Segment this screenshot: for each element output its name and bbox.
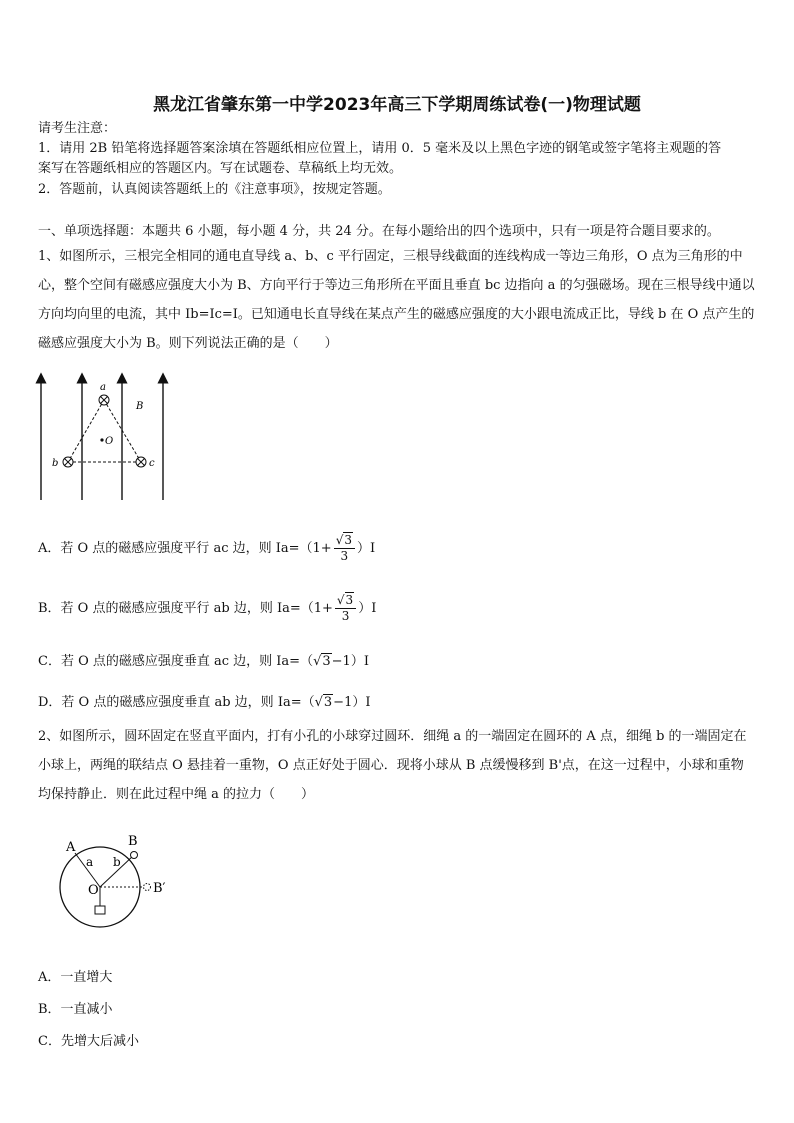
q1-option-b[interactable]: B．若 O 点的磁感应强度平行 ab 边，则 Ia=（1+ $\frac{√3}{3}$ ）I bbox=[38, 593, 377, 623]
label-a: a bbox=[100, 382, 106, 393]
label-c: c bbox=[149, 458, 155, 469]
center-point-o bbox=[100, 438, 103, 441]
notice-item-2: 2．答题前，认真阅读答题纸上的《注意事项》，按规定答题。 bbox=[38, 182, 391, 197]
q2-option-a[interactable]: A．一直增大 bbox=[38, 970, 113, 985]
wire-c-symbol bbox=[136, 457, 146, 467]
q2-option-c[interactable]: C．先增大后减小 bbox=[38, 1034, 139, 1049]
label-a: a bbox=[86, 855, 94, 869]
wire-a-symbol bbox=[99, 395, 109, 405]
q2-option-b[interactable]: B．一直减小 bbox=[38, 1002, 113, 1017]
wire-b-symbol bbox=[63, 457, 73, 467]
fraction: $\frac{√3}{3}$ bbox=[334, 533, 355, 564]
sqrt-value: 3 bbox=[323, 695, 333, 710]
label-A: A bbox=[66, 840, 76, 855]
notice-item-1-line-1: 1．请用 2B 铅笔将选择题答案涂填在答题纸相应位置上，请用 0．5 毫米及以上黑色字迹的钢笔或签字笔将主观题的答 bbox=[38, 141, 722, 156]
ball-b-prime bbox=[144, 884, 151, 891]
notice-item-1-line-2: 案写在答题纸相应的答题区内。写在试题卷、草稿纸上均无效。 bbox=[38, 161, 403, 176]
label-field-b: B bbox=[136, 401, 144, 412]
fraction: $\frac{√3}{3}$ bbox=[335, 593, 356, 624]
weight bbox=[95, 906, 105, 914]
label-O: O bbox=[88, 883, 99, 898]
notice-heading: 请考生注意： bbox=[38, 121, 117, 136]
question-1-text: 1、如图所示，三根完全相同的通电直导线 a、b、c 平行固定，三根导线截面的连线构成一等边三角形，O 点为三角形的中心，整个空间有磁感应强度大小为 B、方向平行于等边三角形所在平面且垂直 bc 边指向 a 的匀强磁场。现在三根导线中通以方向均向里的电流，其中 Ib=Ic=I。已知通电长直导线在某点产生的磁感应强度的大小跟电流成正比，导线 b 在 O 点产生的磁感应强度大小为 B。则下列说法正确的是（ ） bbox=[38, 249, 755, 351]
q1-option-d[interactable]: D．若 O 点的磁感应强度垂直 ab 边，则 Ia=（√3−1）I bbox=[38, 695, 371, 710]
section-heading: 一、单项选择题：本题共 6 小题，每小题 4 分，共 24 分。在每小题给出的四个选项中，只有一项是符合题目要求的。 bbox=[38, 224, 720, 239]
ball-b bbox=[131, 852, 138, 859]
q1-option-c[interactable]: C．若 O 点的磁感应强度垂直 ac 边，则 Ia=（√3−1）I bbox=[38, 654, 369, 669]
sqrt-value: 3 bbox=[322, 654, 331, 669]
q1-option-a[interactable]: A．若 O 点的磁感应强度平行 ac 边，则 Ia=（1+ $\frac{√3}{3}$ ）I bbox=[38, 533, 376, 563]
question-2-text: 2、如图所示，圆环固定在竖直平面内，打有小孔的小球穿过圆环．细绳 a 的一端固定在圆环的 A 点，细绳 b 的一端固定在小球上，两绳的联结点 O 悬挂着一重物，O 点正好处于圆心．现将小球从 B 点缓慢移到 B'点，在这一过程中，小球和重物均保持静止．则在此过程中绳 a 的拉力（ ） bbox=[38, 729, 747, 802]
page-title: 黑龙江省肇东第一中学2023年高三下学期周练试卷(一)物理试题 bbox=[153, 95, 641, 115]
label-o: O bbox=[105, 436, 114, 447]
label-B: B bbox=[128, 834, 138, 849]
label-b: b bbox=[113, 855, 121, 869]
label-b: b bbox=[52, 458, 59, 469]
triangle-dashes bbox=[68, 400, 144, 462]
label-B-prime: B′ bbox=[153, 881, 166, 896]
question-2-figure bbox=[55, 830, 185, 940]
question-1-figure bbox=[30, 372, 180, 504]
